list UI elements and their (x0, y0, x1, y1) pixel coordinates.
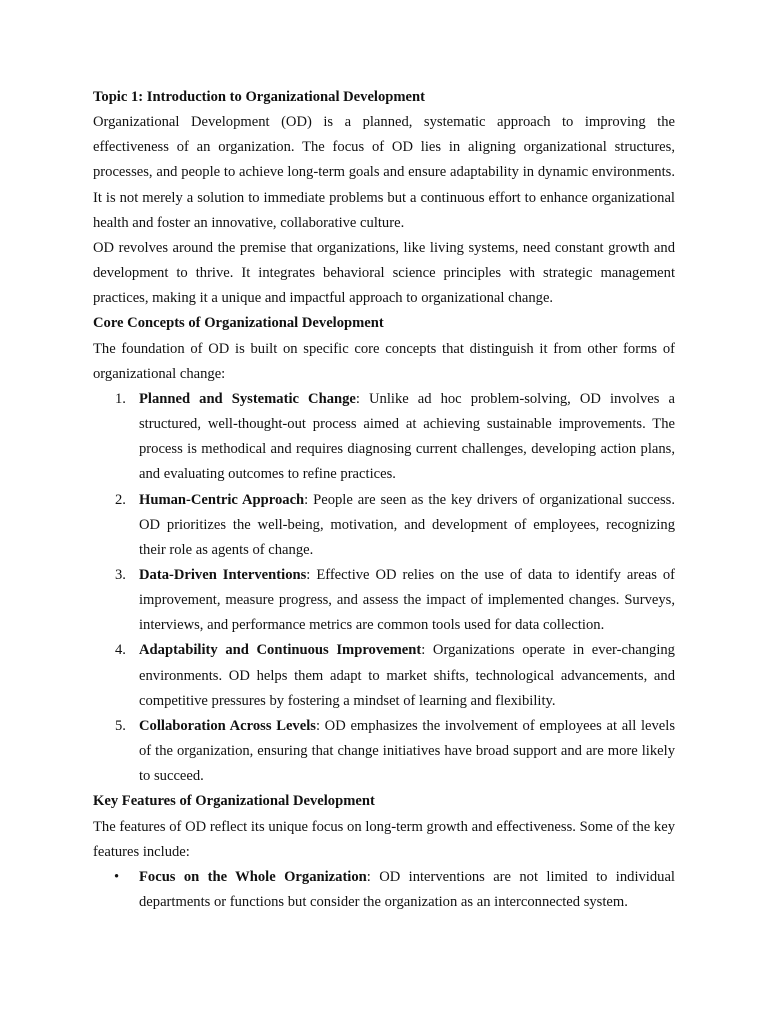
concept-term: Human-Centric Approach (139, 491, 305, 508)
feature-description: : OD interventions are not limited to individual departments or functions but consider the organization as an interconnected system. (139, 868, 675, 910)
list-item (93, 488, 675, 563)
concept-term: Adaptability and Continuous Improvement (139, 642, 422, 659)
list-number: 2. (115, 491, 126, 508)
list-item (93, 638, 675, 713)
bullet-icon: • (114, 868, 120, 885)
list-item (93, 387, 675, 488)
concept-term: Collaboration Across Levels (139, 717, 316, 734)
list-item (93, 714, 675, 789)
list-number: 1. (115, 390, 126, 407)
concept-term: Planned and Systematic Change (139, 390, 356, 407)
concept-description: : Unlike ad hoc problem-solving, OD involves a structured, well-thought-out process aimed at achieving sustainable improvements. The process is methodical and requires diagnosing current challenges, developing action plans, and evaluating outcomes to refine practices. (139, 390, 675, 483)
key-features-heading: Key Features of Organizational Development (93, 793, 375, 810)
concept-description: : Effective OD relies on the use of data to identify areas of improvement, measure progress, and assess the impact of implemented changes. Surveys, interviews, and performance metrics are common tools used for data collection. (139, 566, 675, 634)
concept-term: Data-Driven Interventions (139, 566, 307, 583)
topic-heading: Topic 1: Introduction to Organizational Development (93, 89, 426, 105)
key-features-intro: The features of OD reflect its unique focus on long-term growth and effectiveness. Some of the key features include: (93, 818, 675, 860)
document-page (93, 85, 675, 915)
list-number: 4. (115, 642, 126, 659)
concept-description: : OD emphasizes the involvement of employees at all levels of the organization, ensuring that change initiatives have broad support and are more likely to succeed. (139, 717, 676, 785)
list-number: 3. (115, 566, 126, 583)
key-features-list (93, 865, 675, 915)
concept-description: : People are seen as the key drivers of organizational success. OD prioritizes the well-being, motivation, and development of employees, recognizing their role as agents of change. (139, 491, 675, 558)
list-item (93, 865, 675, 915)
list-item (93, 563, 675, 638)
intro-paragraph-2: OD revolves around the premise that organizations, like living systems, need constant growth and development to thrive. It integrates behavioral science principles with strategic management practices, making it a unique and impactful approach to organizational change. (93, 239, 675, 307)
core-concepts-intro: The foundation of OD is built on specific core concepts that distinguish it from other forms of organizational change: (93, 340, 675, 382)
concept-description: : Organizations operate in ever-changing environments. OD helps them adapt to market shifts, technological advancements, and competitive pressures by fostering a mindset of learning and flexibility. (139, 642, 675, 709)
list-number: 5. (115, 717, 126, 734)
core-concepts-list (93, 387, 675, 790)
intro-paragraph-1: Organizational Development (OD) is a planned, systematic approach to improving the effectiveness of an organization. The focus of OD lies in aligning organizational structures, processes, and people to achieve long-term goals and ensure adaptability in dynamic environments. It is not merely a solution to immediate problems but a continuous effort to enhance organizational health and foster an innovative, collaborative culture. (93, 114, 675, 231)
feature-term: Focus on the Whole Organization (139, 868, 367, 885)
core-concepts-heading: Core Concepts of Organizational Development (93, 315, 384, 332)
